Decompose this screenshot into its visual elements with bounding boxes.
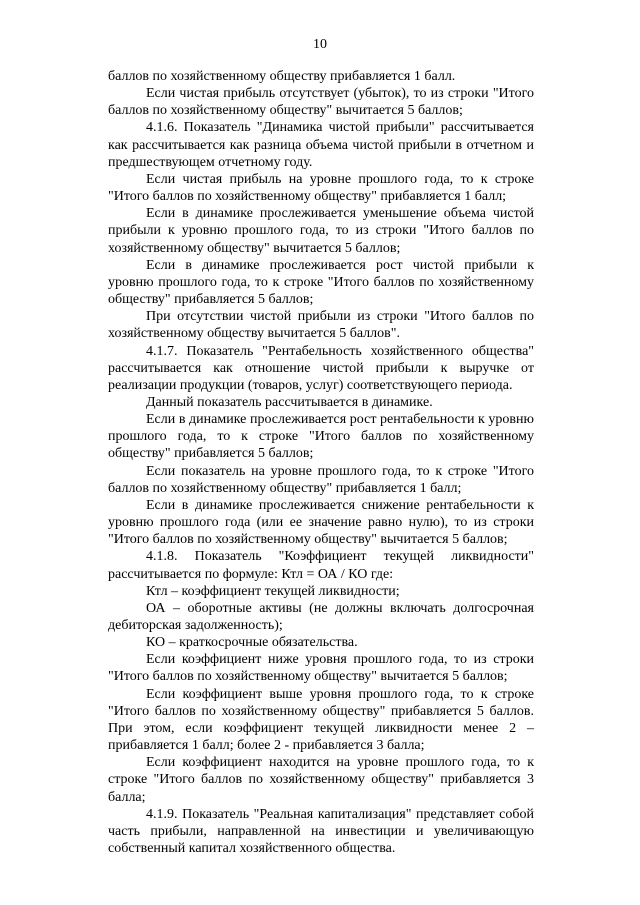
paragraph-4-1-6-heading: 4.1.6. Показатель "Динамика чистой прибыли" рассчитывается как рассчитывается как разница объема чистой прибыли в отчетном и предшествующем отчетному году. — [108, 120, 534, 170]
paragraph-ratio-same-level: Если коэффициент находится на уровне прошлого года, то к строке "Итого баллов по хозяйственному обществу" прибавляется 3 балла; — [108, 755, 534, 805]
paragraph-4-1-8-heading: 4.1.8. Показатель "Коэффициент текущей ликвидности" рассчитывается по формуле: Ктл = ОА / КО где: — [108, 549, 534, 582]
paragraph-profitability-decrease: Если в динамике прослеживается снижение рентабельности к уровню прошлого года (или ее значение равно нулю), то из строки "Итого баллов по хозяйственному обществу" вычитается 5 баллов; — [108, 497, 534, 548]
paragraph-definition-oa: ОА – оборотные активы (не должны включать долгосрочная дебиторская задолженность); — [108, 600, 534, 633]
paragraph-ratio-below: Если коэффициент ниже уровня прошлого года, то из строки "Итого баллов по хозяйственному обществу" вычитается 5 баллов; — [108, 652, 534, 685]
paragraph-net-loss-rule: Если чистая прибыль отсутствует (убыток), то из строки "Итого баллов по хозяйственному обществу" вычитается 5 баллов; — [108, 86, 534, 119]
page-number: 10 — [313, 37, 327, 52]
paragraph-profitability-same-level: Если показатель на уровне прошлого года, то к строке "Итого баллов по хозяйственному обществу" прибавляется 1 балл; — [108, 463, 534, 496]
paragraph-definition-ko: КО – краткосрочные обязательства. — [146, 635, 358, 651]
paragraph-4-1-7-heading: 4.1.7. Показатель "Рентабельность хозяйственного общества" рассчитывается как отношение чистой прибыли к выручке от реализации продукции (товаров, услуг) соответствующего периода. — [108, 343, 534, 393]
paragraph-4-1-9-heading: 4.1.9. Показатель "Реальная капитализация" представляет собой часть прибыли, направленной на инвестиции и увеличивающую собственный капитал хозяйственного общества. — [108, 806, 534, 857]
paragraph-no-profit: При отсутствии чистой прибыли из строки "Итого баллов по хозяйственному обществу вычитается 5 баллов". — [108, 309, 534, 342]
paragraph-profit-same-level: Если чистая прибыль на уровне прошлого года, то к строке "Итого баллов по хозяйственному обществу" прибавляется 1 балл; — [108, 171, 534, 205]
paragraph-definition-ktl: Ктл – коэффициент текущей ликвидности; — [146, 583, 400, 599]
paragraph-continuation: баллов по хозяйственному обществу прибавляется 1 балл. — [108, 69, 456, 84]
paragraph-dynamics-note: Данный показатель рассчитывается в динамике. — [146, 394, 433, 410]
paragraph-profit-growth: Если в динамике прослеживается рост чистой прибыли к уровню прошлого года, то к строке "Итого баллов по хозяйственному обществу" прибавляется 5 баллов; — [108, 257, 534, 308]
document-body — [108, 68, 534, 857]
paragraph-profitability-growth: Если в динамике прослеживается рост рентабельности к уровню прошлого года, то к строке "Итого баллов по хозяйственному обществу" прибавляется 5 баллов; — [108, 412, 534, 462]
paragraph-ratio-above: Если коэффициент выше уровня прошлого года, то к строке "Итого баллов по хозяйственному обществу" прибавляется 5 баллов. При этом, если коэффициент текущей ликвидности менее 2 – прибавляется 1 балл; более 2 - прибавляется 3 балла; — [108, 686, 534, 754]
paragraph-profit-decrease: Если в динамике прослеживается уменьшение объема чистой прибыли к уровню прошлого года, то из строки "Итого баллов по хозяйственному обществу" вычитается 5 баллов; — [108, 206, 534, 256]
